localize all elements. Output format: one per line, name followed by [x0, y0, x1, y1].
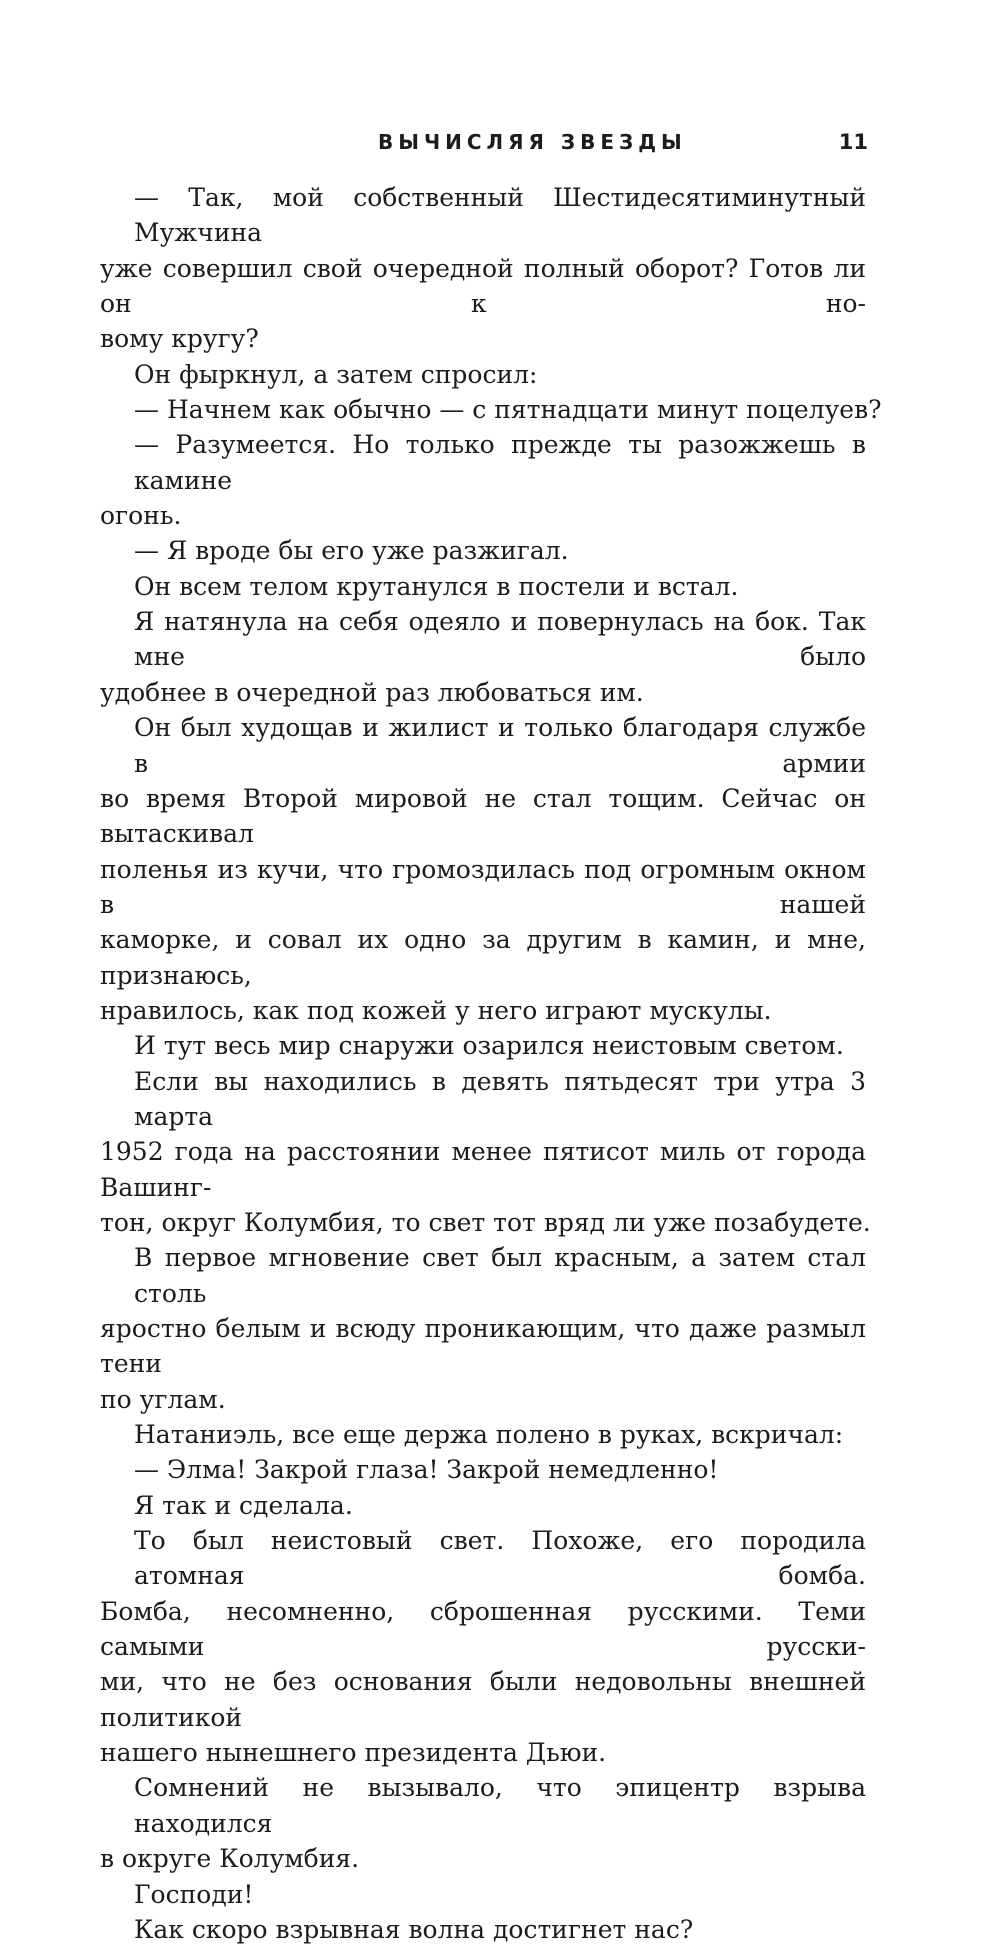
text-line: Как скоро взрывная волна достигнет нас? — [134, 1914, 694, 1944]
text-line: в округе Колумбия. — [100, 1844, 360, 1874]
text-line: огонь. — [100, 501, 182, 531]
paragraph — [100, 533, 866, 568]
text-line: В первое мгновение свет был красным, а затем стал столь — [134, 1243, 866, 1308]
paragraph — [100, 392, 882, 427]
paragraph — [100, 1028, 866, 1063]
text-line: Он был худощав и жилист и только благодаря службе в армии — [134, 713, 866, 778]
text-line: нашего нынешнего президента Дьюи. — [100, 1738, 607, 1768]
paragraph — [100, 180, 866, 357]
paragraph — [100, 1064, 871, 1241]
text-line: Бомба, несомненно, сброшенная русскими. Теми самыми русски- — [100, 1596, 866, 1662]
text-line: — Элма! Закрой глаза! Закрой немедленно! — [134, 1455, 719, 1485]
text-line: Он фыркнул, а затем спросил: — [134, 359, 538, 389]
text-line: вому кругу? — [100, 324, 259, 354]
paragraph — [100, 1240, 866, 1417]
text-line: Я натянула на себя одеяло и повернулась на бок. Так мне было — [134, 607, 866, 672]
paragraph — [100, 1770, 866, 1876]
paragraph — [100, 1488, 866, 1523]
paragraph — [100, 1417, 866, 1452]
text-line: поленья из кучи, что громоздилась под огромным окном в нашей — [100, 854, 866, 919]
paragraph — [100, 1877, 866, 1912]
text-line: И тут весь мир снаружи озарился неистовым светом. — [134, 1031, 844, 1061]
paragraph — [100, 1523, 866, 1770]
text-line: удобнее в очередной раз любоваться им. — [100, 677, 644, 707]
text-line: Если вы находились в девять пятьдесят три утра 3 марта — [134, 1066, 866, 1131]
paragraph — [100, 710, 866, 1028]
text-line: — Так, мой собственный Шестидесятиминутный Мужчина — [134, 183, 866, 248]
text-line: каморке, и совал их одно за другим в камин, и мне, признаюсь, — [100, 925, 866, 990]
text-line: 1952 года на расстоянии менее пятисот миль от города Вашинг- — [100, 1137, 866, 1202]
text-line: Сомнений не вызывало, что эпицентр взрыва находился — [134, 1773, 866, 1838]
text-line: уже совершил свой очередной полный оборот? Готов ли он к но- — [100, 253, 866, 319]
text-line: по углам. — [100, 1384, 226, 1414]
body-text — [100, 180, 882, 1947]
paragraph — [100, 569, 866, 604]
running-title: ВЫЧИСЛЯЯ ЗВЕЗДЫ — [378, 130, 687, 154]
paragraph — [100, 1452, 866, 1487]
paragraph — [100, 427, 866, 533]
paragraph — [100, 357, 866, 392]
text-line: — Начнем как обычно — с пятнадцати минут поцелуев? — [134, 395, 882, 425]
text-line: яростно белым и всюду проникающим, что даже размыл тени — [100, 1314, 866, 1379]
text-line: То был неистовый свет. Похоже, его породила атомная бомба. — [134, 1526, 866, 1591]
text-line: Натаниэль, все еще держа полено в руках, вскричал: — [134, 1420, 844, 1450]
text-line: Господи! — [134, 1879, 254, 1909]
text-line: ми, что не без основания были недовольны внешней политикой — [100, 1667, 866, 1732]
text-line: — Разумеется. Но только прежде ты разожжешь в камине — [134, 430, 866, 495]
text-line: Я так и сделала. — [134, 1490, 353, 1520]
text-line: Он всем телом крутанулся в постели и встал. — [134, 571, 739, 601]
page-number: 11 — [838, 130, 868, 154]
text-line: — Я вроде бы его уже разжигал. — [134, 536, 569, 566]
paragraph — [100, 1912, 866, 1947]
text-line: во время Второй мировой не стал тощим. Сейчас он вытаскивал — [100, 783, 866, 849]
paragraph — [100, 604, 866, 710]
text-line: тон, округ Колумбия, то свет тот вряд ли уже позабудете. — [100, 1207, 871, 1237]
text-line: нравилось, как под кожей у него играют мускулы. — [100, 995, 772, 1025]
